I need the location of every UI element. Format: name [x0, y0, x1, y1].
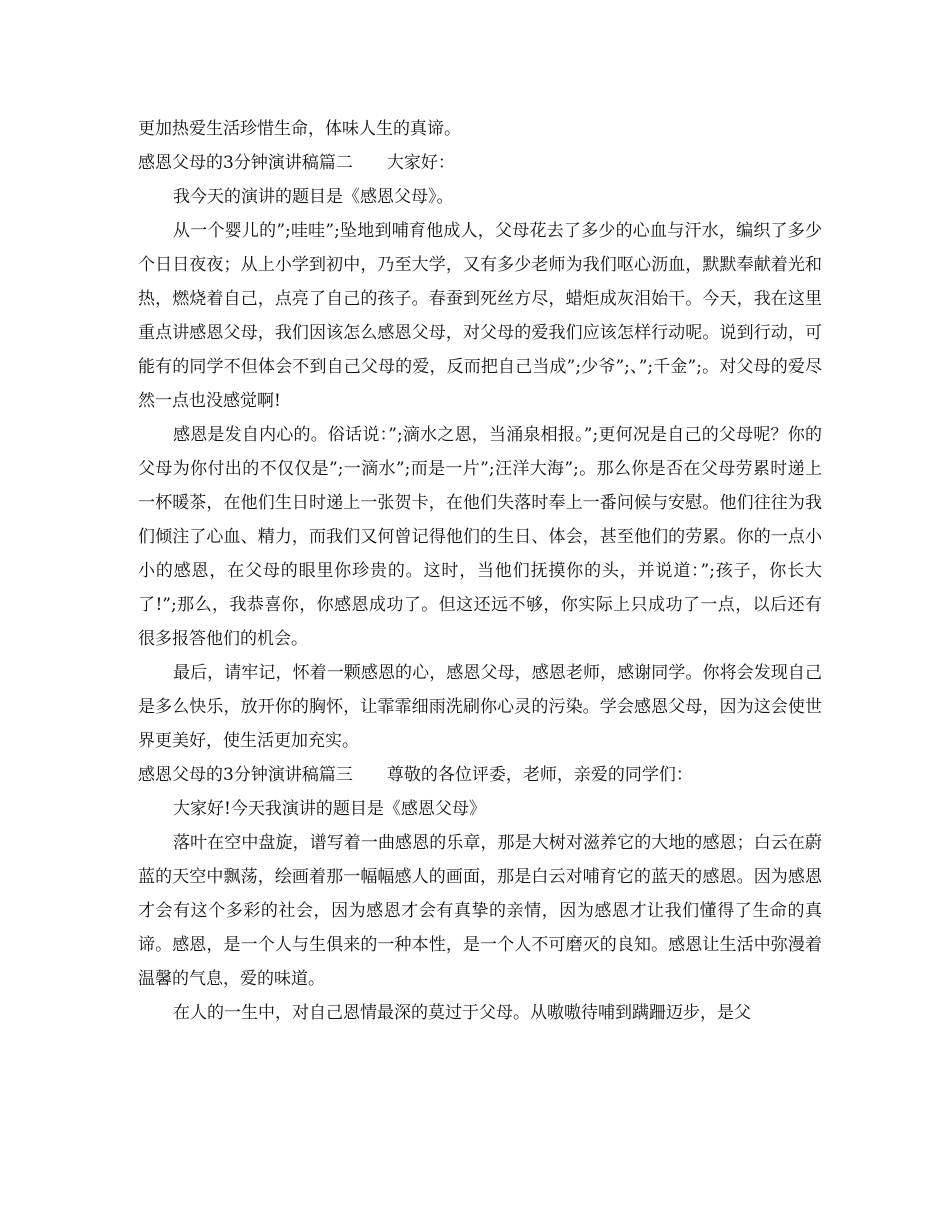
section-heading-2	[138, 146, 822, 180]
topic-line-2: 我今天的演讲的题目是《感恩父母》。	[173, 187, 454, 207]
paragraph-e: 在人的一生中，对自己恩情最深的莫过于父母。从嗷嗷待哺到蹒跚迈步，是父	[173, 1003, 751, 1023]
paragraph-a: 从一个婴儿的”;哇哇”;坠地到哺育他成人，父母花去了多少的心血与汗水，编织了多少个日日夜夜；从上小学到初中，乃至大学，又有多少老师为我们呕心沥血，默默奉献着光和热，燃烧着自己，点亮了自己的孩子。春蚕到死丝方尽，蜡炬成灰泪始干。今天，我在这里重点讲感恩父母，我们因该怎么感恩父母，对父母的爱我们应该怎样行动呢。说到行动，可能有的同学不但体会不到自己父母的爱，反而把自己当成”;少爷”;、”;千金”;。对父母的爱尽然一点也没感觉啊!	[138, 221, 822, 411]
document-body	[138, 112, 822, 1030]
paragraph-d: 落叶在空中盘旋，谱写着一曲感恩的乐章，那是大树对滋养它的大地的感恩；白云在蔚蓝的天空中飘荡，绘画着那一幅幅感人的画面，那是白云对哺育它的蓝天的感恩。因为感恩才会有这个多彩的社会，因为感恩才会有真挚的亲情，因为感恩才让我们懂得了生命的真谛。感恩，是一个人与生俱来的一种本性，是一个人不可磨灭的良知。感恩让生活中弥漫着温馨的气息，爱的味道。	[138, 833, 822, 989]
heading-2-greeting: 大家好：	[386, 153, 455, 173]
paragraph-c: 最后，请牢记，怀着一颗感恩的心，感恩父母，感恩老师，感谢同学。你将会发现自己是多么快乐，放开你的胸怀，让霏霏细雨洗刷你心灵的污染。学会感恩父母，因为这会使世界更美好，使生活更加充实。	[138, 663, 822, 751]
heading-3-title: 感恩父母的3分钟演讲稿篇三	[138, 765, 353, 785]
topic-line-3: 大家好!今天我演讲的题目是《感恩父母》	[173, 799, 486, 819]
heading-3-greeting: 尊敬的各位评委，老师，亲爱的同学们：	[386, 765, 693, 785]
paragraph-b: 感恩是发自内心的。俗话说：”;滴水之恩，当涌泉相报。”;更何况是自己的父母呢？你的父母为你付出的不仅仅是”;一滴水”;而是一片”;汪洋大海”;。那么你是否在父母劳累时递上一杯暖茶，在他们生日时递上一张贺卡，在他们失落时奉上一番问候与安慰。他们往往为我们倾注了心血、精力，而我们又何曾记得他们的生日、体会，甚至他们的劳累。你的一点小小的感恩，在父母的眼里你珍贵的。这时，当他们抚摸你的头，并说道：”;孩子，你长大了!”;那么，我恭喜你，你感恩成功了。但这还远不够，你实际上只成功了一点，以后还有很多报答他们的机会。	[138, 425, 822, 649]
section-heading-3	[138, 758, 822, 792]
heading-2-title: 感恩父母的3分钟演讲稿篇二	[138, 153, 353, 173]
continuation-line: 更加热爱生活珍惜生命，体味人生的真谛。	[138, 119, 461, 139]
